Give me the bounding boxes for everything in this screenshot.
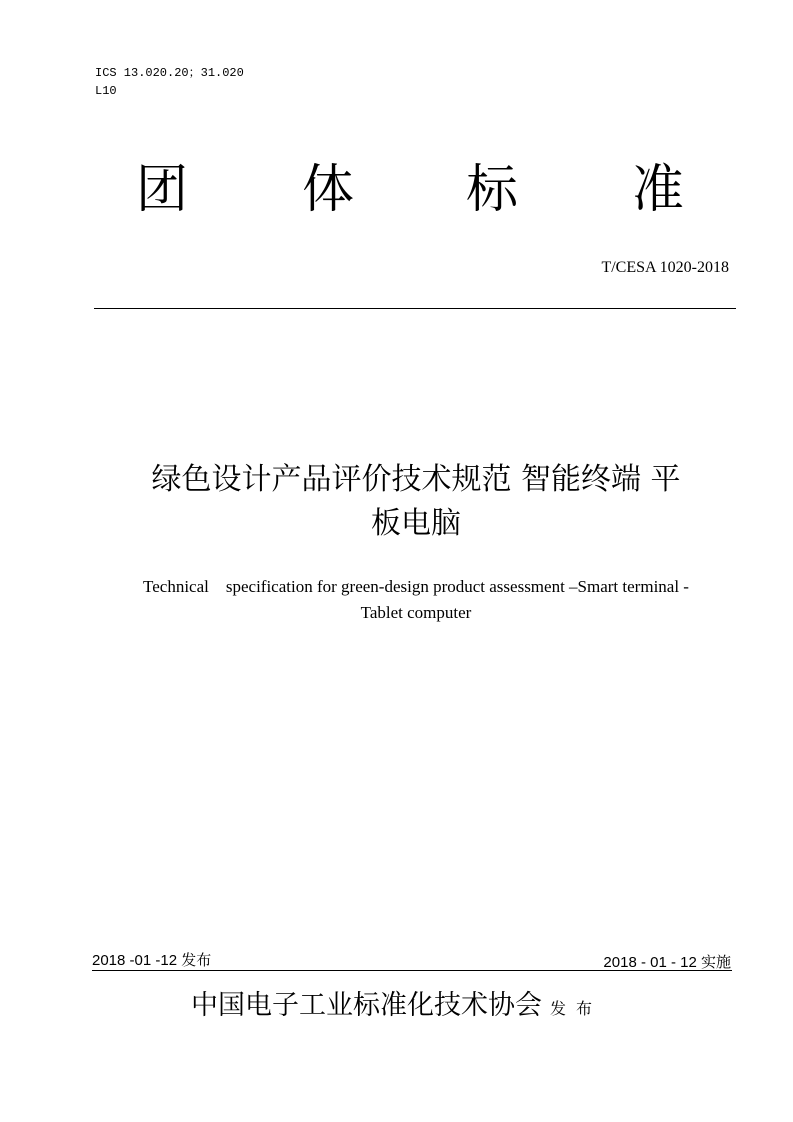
document-type-title [0, 155, 793, 225]
chinese-title-line-2: 板电脑 [371, 506, 461, 541]
doc-type-char-3: 标 [466, 160, 519, 220]
footer-divider [92, 970, 732, 971]
english-title-line-1: Technical specification for green-design product assessment –Smart terminal - [143, 577, 689, 596]
release-date: 2018 -01 -12 发布 [92, 952, 212, 969]
publisher-name: 中国电子工业标准化技术协会 [190, 990, 542, 1021]
english-title-line-2: Tablet computer [360, 603, 472, 622]
english-title [80, 574, 752, 626]
doc-type-char-1: 团 [136, 160, 189, 220]
classification-codes [95, 64, 244, 100]
standard-number: T/CESA 1020-2018 [601, 259, 729, 276]
header-divider [94, 308, 736, 309]
publisher-line [0, 986, 793, 1029]
doc-type-char-2: 体 [302, 160, 355, 220]
doc-type-char-4: 准 [632, 160, 685, 220]
publisher-suffix: 发布 [549, 999, 602, 1018]
ccs-code: L10 [95, 84, 117, 98]
chinese-title-line-1: 绿色设计产品评价技术规范 智能终端 平 [151, 462, 681, 497]
ics-code: ICS 13.020.20；31.020 [95, 66, 244, 80]
chinese-title [80, 458, 752, 546]
implementation-date: 2018 - 01 - 12 实施 [603, 954, 731, 971]
